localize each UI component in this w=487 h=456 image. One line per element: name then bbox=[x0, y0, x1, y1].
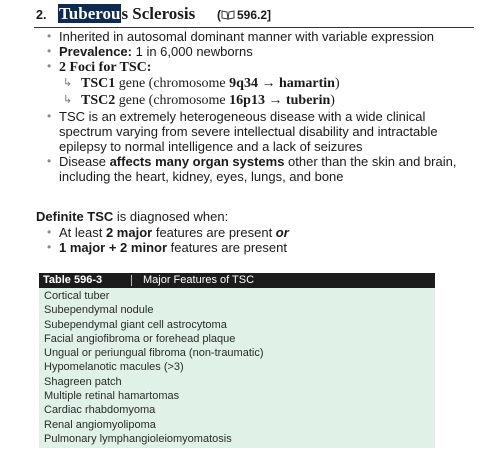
list-item bbox=[42, 29, 482, 44]
table-row: Ungual or periungual fibroma (non-traumatic) bbox=[44, 347, 264, 360]
gene-subitems bbox=[42, 75, 482, 109]
criteria-list bbox=[42, 225, 482, 255]
bullet-dot: • bbox=[47, 225, 52, 239]
ref-bracket: ( bbox=[217, 8, 221, 22]
sub-item bbox=[59, 75, 482, 92]
bullet-dot: • bbox=[47, 29, 52, 43]
gene-text: gene (chromosome bbox=[115, 93, 230, 108]
arrow-return-icon: ↳ bbox=[63, 77, 73, 89]
item-text: 1 in 6,000 newborns bbox=[132, 44, 253, 59]
arrow-return-icon: ↳ bbox=[63, 94, 73, 106]
table-row: Subependymal giant cell astrocytoma bbox=[44, 318, 227, 331]
gene-text: gene (chromosome bbox=[115, 76, 230, 91]
item-pre: At least bbox=[59, 225, 106, 240]
gene-locus: 9q34 bbox=[229, 76, 258, 91]
title-highlight: Tuberou bbox=[59, 4, 121, 23]
definite-bold: Definite TSC bbox=[36, 209, 114, 224]
item-tail: or bbox=[275, 225, 289, 240]
table-row: Renal angiomyolipoma bbox=[44, 418, 156, 431]
list-item bbox=[42, 240, 482, 255]
bullet-dot: • bbox=[47, 240, 52, 254]
bullet-dot: • bbox=[47, 109, 52, 123]
item-bold: 2 major bbox=[105, 225, 153, 240]
table-row: Cortical tuber bbox=[44, 290, 110, 302]
table-row: Hypomelanotic macules (>3) bbox=[44, 361, 184, 374]
definite-text: is diagnosed when: bbox=[113, 209, 229, 224]
gene-name: TSC1 bbox=[81, 76, 116, 91]
section-number: 2. bbox=[36, 8, 47, 22]
table-id: Table 596-3 bbox=[43, 274, 103, 286]
item-text: features are present bbox=[152, 225, 276, 240]
definite-line bbox=[36, 209, 228, 224]
features-table bbox=[39, 273, 435, 448]
reference bbox=[217, 8, 271, 22]
list-item bbox=[42, 109, 482, 154]
sub-item bbox=[59, 92, 482, 109]
features-list bbox=[42, 29, 482, 184]
table-caption: Major Features of TSC bbox=[143, 274, 255, 286]
ref-number: 596.2] bbox=[237, 8, 272, 22]
item-pre: Disease bbox=[59, 154, 110, 169]
table-row: Pulmonary lymphangioleiomyomatosis bbox=[44, 432, 232, 445]
bullet-dot: • bbox=[47, 44, 52, 58]
item-text: Inherited in autosomal dominant manner with variable expression bbox=[59, 29, 435, 44]
list-item bbox=[42, 154, 482, 184]
item-bold: 1 major + 2 minor bbox=[59, 240, 168, 255]
header-divider bbox=[131, 275, 132, 286]
book-icon bbox=[221, 10, 235, 20]
table-row: Multiple retinal hamartomas bbox=[44, 390, 180, 403]
gene-close: ) bbox=[330, 93, 335, 108]
section-title bbox=[58, 4, 195, 24]
item-bold: affects many organ systems bbox=[109, 154, 285, 169]
gene-arrow: → bbox=[264, 93, 286, 108]
item-bold: Prevalence: bbox=[59, 44, 132, 59]
table-row: Cardiac rhabdomyoma bbox=[44, 404, 156, 417]
item-bold: 2 Foci for TSC: bbox=[59, 60, 152, 75]
table-row: Subependymal nodule bbox=[44, 304, 154, 317]
item-text: other than the skin and brain, including the heart, kidney, eyes, lungs, and bone bbox=[59, 154, 457, 184]
bullet-dot: • bbox=[47, 59, 52, 73]
gene-close: ) bbox=[334, 76, 340, 91]
table-body bbox=[39, 288, 435, 448]
list-item bbox=[42, 59, 482, 75]
gene-product: hamartin bbox=[278, 76, 335, 91]
list-item bbox=[42, 225, 482, 240]
bullet-dot: • bbox=[47, 154, 52, 168]
title-rest: s Sclerosis bbox=[121, 4, 196, 23]
item-text: TSC is an extremely heterogeneous disease with a wide clinical spectrum varying from severe intellectual disability and intractable epilepsy to normal intelligence and a lack of seizures bbox=[59, 109, 438, 154]
gene-name: TSC2 bbox=[81, 93, 116, 108]
table-row: Shagreen patch bbox=[44, 375, 122, 388]
list-item bbox=[42, 44, 482, 59]
gene-product: tuberin bbox=[285, 93, 331, 108]
item-text: features are present bbox=[167, 240, 287, 255]
section-heading bbox=[34, 3, 474, 28]
table-row: Facial angiofibroma or forehead plaque bbox=[44, 332, 236, 345]
gene-arrow: → bbox=[257, 76, 279, 91]
table-header bbox=[39, 273, 435, 288]
gene-locus: 16p13 bbox=[229, 93, 265, 108]
